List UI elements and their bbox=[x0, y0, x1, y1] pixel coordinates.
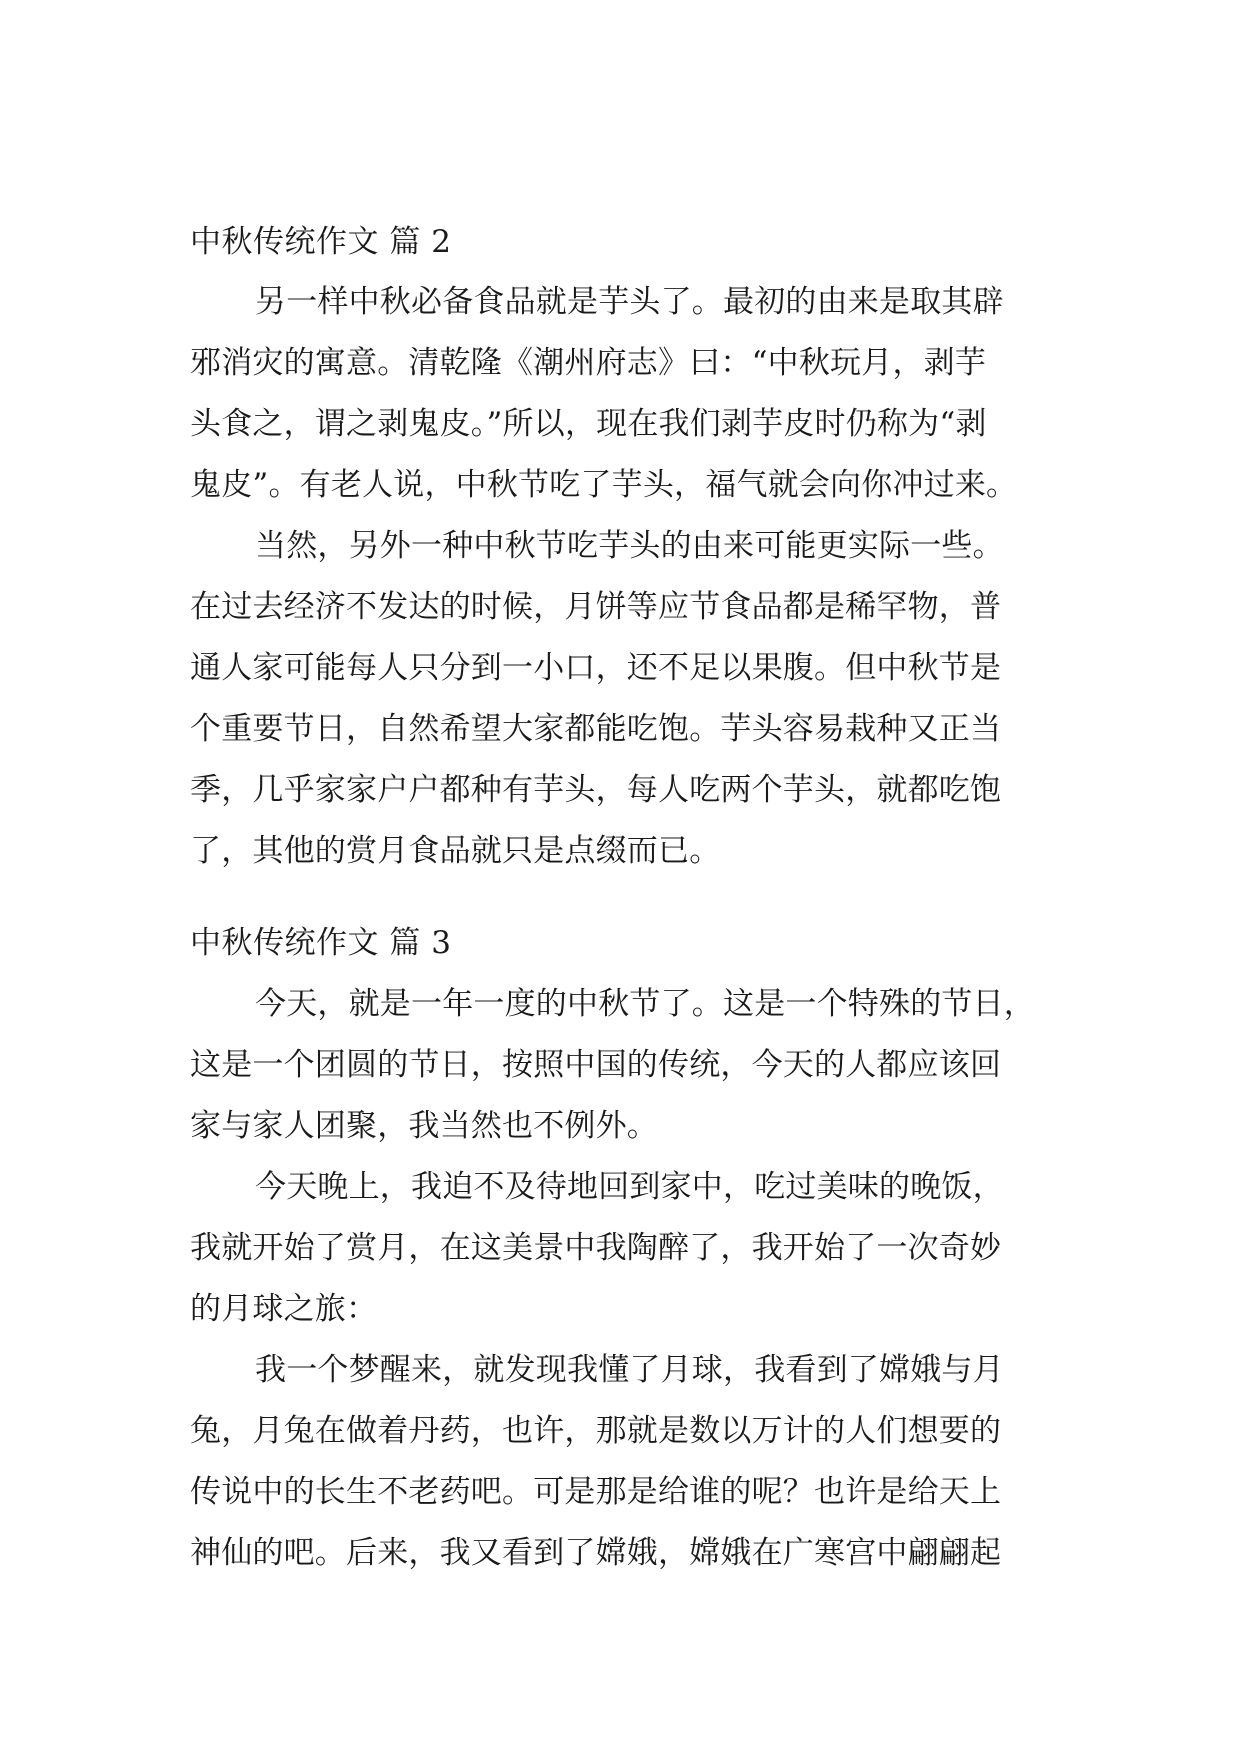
paragraph-line: 在过去经济不发达的时候，月饼等应节食品都是稀罕物，普 bbox=[190, 589, 1002, 625]
paragraph-line: 这是一个团圆的节日，按照中国的传统，今天的人都应该回 bbox=[190, 1047, 1002, 1083]
paragraph-line: 家与家人团聚，我当然也不例外。 bbox=[190, 1108, 658, 1144]
paragraph-line: 邪消灾的寓意。清乾隆《潮州府志》曰：“中秋玩月，剥芋 bbox=[190, 345, 987, 381]
paragraph-line: 当然，另外一种中秋节吃芋头的由来可能更实际一些。 bbox=[255, 528, 1004, 564]
paragraph-line: 另一样中秋必备食品就是芋头了。最初的由来是取其辟 bbox=[255, 284, 1004, 320]
paragraph-line: 今天，就是一年一度的中秋节了。这是一个特殊的节日， bbox=[255, 986, 1035, 1022]
paragraph-line: 头食之，谓之剥鬼皮。”所以，现在我们剥芋皮时仍称为“剥 bbox=[190, 406, 987, 442]
paragraph-line: 的月球之旅： bbox=[190, 1291, 378, 1327]
paragraph-line: 我一个梦醒来，就发现我懂了月球，我看到了嫦娥与月 bbox=[255, 1352, 1004, 1388]
section-heading: 中秋传统作文 篇 2 bbox=[190, 224, 452, 260]
paragraph-line: 今天晚上，我迫不及待地回到家中，吃过美味的晚饭， bbox=[255, 1169, 1004, 1205]
paragraph-line: 鬼皮”。有老人说，中秋节吃了芋头，福气就会向你冲过来。 bbox=[190, 467, 1018, 503]
paragraph-line: 季，几乎家家户户都种有芋头，每人吃两个芋头，就都吃饱 bbox=[190, 772, 1002, 808]
paragraph-line: 了，其他的赏月食品就只是点缀而已。 bbox=[190, 833, 721, 869]
paragraph-line: 个重要节日，自然希望大家都能吃饱。芋头容易栽种又正当 bbox=[190, 711, 1002, 747]
paragraph-line: 我就开始了赏月，在这美景中我陶醉了，我开始了一次奇妙 bbox=[190, 1230, 1002, 1266]
paragraph-line: 通人家可能每人只分到一小口，还不足以果腹。但中秋节是 bbox=[190, 650, 1002, 686]
paragraph-line: 神仙的吧。后来，我又看到了嫦娥，嫦娥在广寒宫中翩翩起 bbox=[190, 1535, 1002, 1571]
section-heading: 中秋传统作文 篇 3 bbox=[190, 925, 452, 961]
paragraph-line: 兔，月兔在做着丹药，也许，那就是数以万计的人们想要的 bbox=[190, 1413, 1002, 1449]
paragraph-line: 传说中的长生不老药吧。可是那是给谁的呢？也许是给天上 bbox=[190, 1474, 1002, 1510]
